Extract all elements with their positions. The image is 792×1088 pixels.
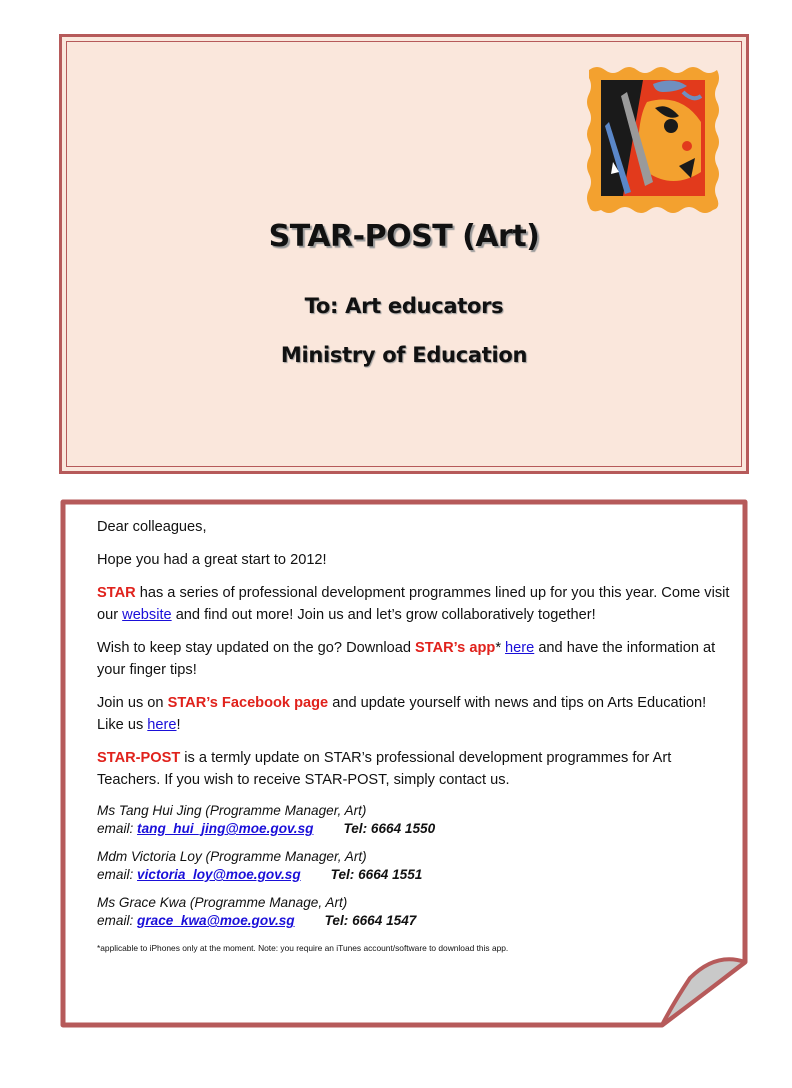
app-paragraph: Wish to keep stay updated on the go? Download STAR’s app* here and have the information at your finger tips!	[97, 640, 716, 678]
website-link[interactable]: website	[122, 607, 172, 623]
contact-tel: Tel: 6664 1547	[324, 913, 417, 928]
footnote-marker: *	[495, 640, 506, 656]
contact-entry: Mdm Victoria Loy (Programme Manager, Art) email: victoria_loy@moe.gov.sg Tel: 6664 1551	[97, 848, 737, 884]
contact-entry: Ms Grace Kwa (Programme Manage, Art) email: grace_kwa@moe.gov.sg Tel: 6664 1547	[97, 894, 737, 930]
brand-star: STAR	[97, 585, 136, 601]
brand-facebook-page: STAR’s Facebook page	[167, 695, 329, 711]
programmes-paragraph: STAR has a series of professional development programmes lined up for you this year. Come visit our website and find out more! Join us and let’s grow collaboratively together!	[97, 585, 730, 623]
contact-tel: Tel: 6664 1550	[343, 821, 436, 836]
intro-paragraph: Hope you had a great start to 2012!	[97, 552, 327, 568]
contact-tel: Tel: 6664 1551	[330, 867, 423, 882]
brand-star-app: STAR’s app	[415, 640, 496, 656]
starpost-paragraph: STAR-POST is a termly update on STAR’s professional development programmes for Art Teachers. If you wish to receive STAR-POST, simply contact us.	[97, 750, 672, 788]
facebook-paragraph: Join us on STAR’s Facebook page and update yourself with news and tips on Arts Education! Like us here!	[97, 695, 707, 733]
letter-body	[97, 516, 737, 954]
contact-email-link[interactable]: victoria_loy@moe.gov.sg	[137, 867, 301, 882]
contact-entry: Ms Tang Hui Jing (Programme Manager, Art) email: tang_hui_jing@moe.gov.sg Tel: 6664 1550	[97, 802, 737, 838]
newsletter-title: STAR-POST (Art)	[268, 219, 540, 254]
recipient-line: To: Art educators	[304, 294, 504, 318]
greeting: Dear colleagues,	[97, 519, 207, 535]
organization-line: Ministry of Education	[280, 343, 528, 367]
facebook-like-link[interactable]: here	[147, 717, 177, 733]
contact-name: Ms Tang Hui Jing (Programme Manager, Art)	[97, 803, 367, 818]
brand-starpost: STAR-POST	[97, 750, 181, 766]
contact-name: Ms Grace Kwa (Programme Manage, Art)	[97, 895, 348, 910]
contact-email-link[interactable]: grace_kwa@moe.gov.sg	[137, 913, 295, 928]
app-download-link[interactable]: here	[505, 640, 535, 656]
contact-email-link[interactable]: tang_hui_jing@moe.gov.sg	[137, 821, 314, 836]
footnote: *applicable to iPhones only at the moment. Note: you require an iTunes account/software to download this app.	[97, 943, 509, 953]
contact-name: Mdm Victoria Loy (Programme Manager, Art)	[97, 849, 367, 864]
